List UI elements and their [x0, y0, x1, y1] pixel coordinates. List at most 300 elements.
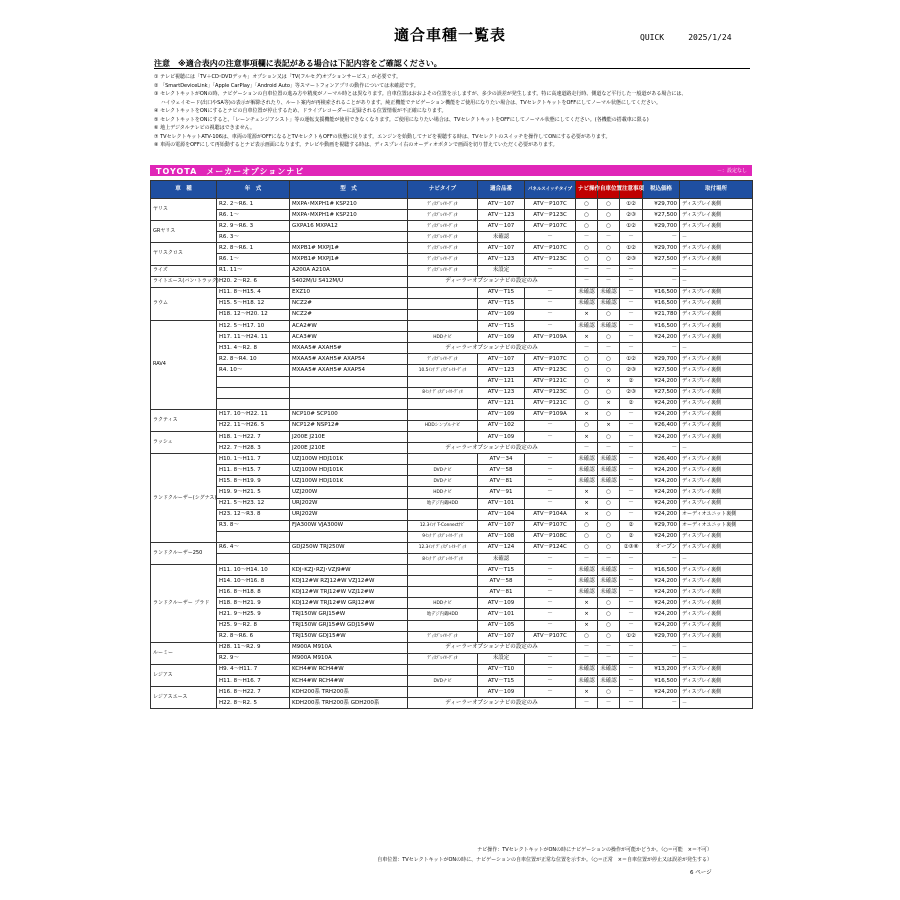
column-header: 自車位置 — [598, 181, 620, 199]
caution-cell: ② — [620, 531, 643, 542]
model-cell: S402M/U S412M/U — [290, 276, 408, 287]
caution-cell: ①② — [620, 354, 643, 365]
navi-type-cell — [408, 509, 478, 520]
model-cell: KDH200系 TRH200系 — [290, 687, 408, 698]
panel-switch-cell: － — [525, 664, 576, 675]
model-cell: ACA3#W — [290, 332, 408, 343]
year-cell: H18. 8～H21. 9 — [217, 598, 290, 609]
year-cell: H16. 8～H18. 8 — [217, 587, 290, 598]
table-row — [151, 487, 753, 498]
vehicle-position-cell: ○ — [598, 409, 620, 420]
navi-operation-cell: 未確認 — [576, 454, 598, 465]
caution-cell: － — [620, 465, 643, 476]
panel-switch-cell: － — [525, 265, 576, 276]
navi-operation-cell: 未確認 — [576, 676, 598, 687]
price-cell: ¥24,200 — [643, 687, 680, 698]
table-row — [151, 287, 753, 298]
model-cell: GDJ250W TRJ250W — [290, 542, 408, 553]
vehicle-position-cell: ○ — [598, 243, 620, 254]
year-cell: H11. 8～H15. 7 — [217, 465, 290, 476]
navi-type-cell: 10.5ｲﾝﾁ ﾃﾞｨｽﾌﾟﾚｲｵｰﾃﾞｨｵ — [408, 365, 478, 376]
merged-note-cell: ディーラーオプションナビの設定のみ — [408, 698, 576, 709]
table-row — [151, 653, 753, 664]
model-cell: KDJ12#W TRJ12#W GRJ12#W — [290, 598, 408, 609]
table-row — [151, 631, 753, 642]
car-name-cell: ライトエース(バン･トラック) — [151, 276, 217, 287]
price-cell: ¥29,700 — [643, 243, 680, 254]
navi-type-cell: 8ｲﾝﾁ ﾃﾞｨｽﾌﾟﾚｲｵｰﾃﾞｨｵ — [408, 387, 478, 398]
year-cell: H15. 8～H19. 9 — [217, 476, 290, 487]
part-number-cell: ATV－124 — [478, 542, 525, 553]
navi-type-cell: ﾃﾞｨｽﾌﾟﾚｲｵｰﾃﾞｨｵ — [408, 265, 478, 276]
panel-switch-cell: － — [525, 609, 576, 620]
navi-operation-cell: × — [576, 487, 598, 498]
vehicle-position-cell: － — [598, 554, 620, 565]
panel-switch-cell: ATV－P107C — [525, 221, 576, 232]
navi-operation-cell: × — [576, 598, 598, 609]
panel-switch-cell: － — [525, 298, 576, 309]
vehicle-position-cell: 未確認 — [598, 587, 620, 598]
navi-type-cell — [408, 565, 478, 576]
vehicle-position-cell: 未確認 — [598, 576, 620, 587]
car-name-cell: ラクティス — [151, 409, 217, 431]
model-cell: URJ202W — [290, 509, 408, 520]
table-row — [151, 676, 753, 687]
install-location-cell: ディスプレイ裏側 — [680, 676, 753, 687]
navi-operation-cell: 未確認 — [576, 576, 598, 587]
vehicle-position-cell: 未確認 — [598, 676, 620, 687]
install-location-cell: ディスプレイ裏側 — [680, 221, 753, 232]
caution-cell: ②③ — [620, 210, 643, 221]
table-row — [151, 398, 753, 409]
table-row — [151, 243, 753, 254]
caution-cell: ② — [620, 398, 643, 409]
install-location-cell: ディスプレイ裏側 — [680, 687, 753, 698]
price-cell: ¥24,200 — [643, 476, 680, 487]
panel-switch-cell: ATV－P121C — [525, 376, 576, 387]
part-number-cell: ATV－107 — [478, 520, 525, 531]
part-number-cell: ATV－109 — [478, 687, 525, 698]
part-number-cell: ATV－109 — [478, 309, 525, 320]
panel-switch-cell: ATV－P123C — [525, 254, 576, 265]
car-name-cell: RAV4 — [151, 321, 217, 410]
navi-operation-cell: ○ — [576, 420, 598, 431]
caution-cell: － — [620, 409, 643, 420]
table-row — [151, 642, 753, 653]
vehicle-position-cell: 未確認 — [598, 298, 620, 309]
merged-note-cell: ディーラーオプションナビの設定のみ — [408, 276, 576, 287]
install-location-cell: － — [680, 232, 753, 243]
table-row — [151, 387, 753, 398]
price-cell: オープン — [643, 542, 680, 553]
panel-switch-cell: ATV－P108C — [525, 531, 576, 542]
navi-type-cell — [408, 298, 478, 309]
part-number-cell: ATV－81 — [478, 476, 525, 487]
model-cell: KDJ12#W TRJ12#W VZJ12#W — [290, 587, 408, 598]
install-location-cell: ディスプレイ裏側 — [680, 531, 753, 542]
navi-operation-cell: － — [576, 343, 598, 354]
year-cell: H19. 9～H21. 5 — [217, 487, 290, 498]
install-location-cell: － — [680, 653, 753, 664]
install-location-cell: ディスプレイ裏側 — [680, 309, 753, 320]
navi-type-cell: 12.3ｲﾝﾁ ﾃﾞｨｽﾌﾟﾚｲｵｰﾃﾞｨｵ — [408, 542, 478, 553]
year-cell — [217, 554, 290, 565]
price-cell: － — [643, 343, 680, 354]
price-cell: ¥24,200 — [643, 598, 680, 609]
table-row — [151, 409, 753, 420]
install-location-cell: ディスプレイ裏側 — [680, 542, 753, 553]
price-cell: ¥24,200 — [643, 376, 680, 387]
model-cell: MXPA･MXPH1# KSP210 — [290, 210, 408, 221]
table-row — [151, 343, 753, 354]
vehicle-position-cell: 未確認 — [598, 321, 620, 332]
price-cell: － — [643, 443, 680, 454]
column-header: 注意事項 — [620, 181, 643, 199]
navi-type-cell: DVDナビ — [408, 465, 478, 476]
year-cell: H23. 12～R3. 8 — [217, 509, 290, 520]
caution-cell: － — [620, 298, 643, 309]
model-cell: J200E J210E — [290, 443, 408, 454]
navi-operation-cell: × — [576, 309, 598, 320]
panel-switch-cell: ATV－P107C — [525, 199, 576, 210]
price-cell: ¥24,200 — [643, 620, 680, 631]
section-title: TOYOTA メーカーオプションナビ — [156, 167, 305, 176]
navi-type-cell: 地デジ内蔵HDD — [408, 498, 478, 509]
vehicle-position-cell: － — [598, 265, 620, 276]
vehicle-position-cell: 未確認 — [598, 465, 620, 476]
price-cell: ¥13,200 — [643, 664, 680, 675]
panel-switch-cell: ATV－P107C — [525, 243, 576, 254]
price-cell: ¥16,500 — [643, 321, 680, 332]
table-row — [151, 332, 753, 343]
panel-switch-cell: － — [525, 287, 576, 298]
year-cell: H18. 12～H20. 12 — [217, 309, 290, 320]
year-cell — [217, 398, 290, 409]
year-cell: H28. 11～R2. 9 — [217, 642, 290, 653]
year-cell: R2. 8～R4. 10 — [217, 354, 290, 365]
date-label: 2025/1/24 — [688, 33, 732, 42]
notice-item: ① テレビ視聴には「TV＋CD･DVDデッキ」オプション又は「TV(フルセグ)オプションサービス」が必要です。 — [154, 74, 402, 80]
price-cell: － — [643, 554, 680, 565]
table-row — [151, 454, 753, 465]
vehicle-position-cell: ○ — [598, 598, 620, 609]
model-cell — [290, 232, 408, 243]
part-number-cell: ATV－81 — [478, 587, 525, 598]
price-cell: ¥29,700 — [643, 520, 680, 531]
column-header: 適合品番 — [478, 181, 525, 199]
model-cell: URJ202W — [290, 498, 408, 509]
navi-operation-cell: 未確認 — [576, 287, 598, 298]
year-cell: H10. 1～H11. 7 — [217, 454, 290, 465]
model-cell: FJA300W VJA300W — [290, 520, 408, 531]
car-name-cell: GRヤリス — [151, 221, 217, 243]
notice-item: ⑦ TVセレクトキットATV-106は、車両の電源がOFFになるとTVセレクトもOFFの状態に戻ります。エンジンを始動してナビを視聴する時は、TVセレクトのスイッチを操作してONにする必要があります。 — [154, 133, 611, 140]
install-location-cell: － — [680, 343, 753, 354]
vehicle-position-cell: － — [598, 276, 620, 287]
year-cell: R2. 8～R6. 1 — [217, 243, 290, 254]
panel-switch-cell: ATV－P123C — [525, 365, 576, 376]
caution-cell: ①② — [620, 199, 643, 210]
model-cell: NCZ2# — [290, 309, 408, 320]
navi-operation-cell: × — [576, 509, 598, 520]
table-row — [151, 598, 753, 609]
part-number-cell: ATV－107 — [478, 354, 525, 365]
table-row — [151, 420, 753, 431]
part-number-cell: ATV－107 — [478, 221, 525, 232]
caution-cell: － — [620, 487, 643, 498]
table-row — [151, 509, 753, 520]
install-location-cell: ディスプレイ裏側 — [680, 376, 753, 387]
part-number-cell: ATV－104 — [478, 509, 525, 520]
notice-item: ④ セレクトキットをONにするとナビの自車位置が停止するため、ドライブレコーダーに記録される位置情報が不正確になります。 — [154, 108, 447, 114]
model-cell: KCH4#W RCH4#W — [290, 676, 408, 687]
vehicle-position-cell: ○ — [598, 332, 620, 343]
column-header: 年 式 — [217, 181, 290, 199]
vehicle-position-cell: ○ — [598, 254, 620, 265]
caution-cell: － — [620, 476, 643, 487]
install-location-cell: ディスプレイ裏側 — [680, 254, 753, 265]
navi-operation-cell: － — [576, 443, 598, 454]
column-header: ナビ操作 — [576, 181, 598, 199]
column-header: 車 種 — [151, 181, 217, 199]
notice-item: ⑥ 地上デジタルテレビの視聴はできません。 — [154, 125, 255, 131]
year-cell: R2. 9～R6. 3 — [217, 221, 290, 232]
car-name-cell: レジアスエース — [151, 687, 217, 709]
vehicle-position-cell: ○ — [598, 387, 620, 398]
year-cell: R2. 8～R6. 6 — [217, 631, 290, 642]
install-location-cell: ディスプレイ裏側 — [680, 287, 753, 298]
install-location-cell: ディスプレイ裏側 — [680, 387, 753, 398]
model-cell: UZJ100W HDJ101K — [290, 476, 408, 487]
caution-cell: ②③ — [620, 365, 643, 376]
panel-switch-cell: － — [525, 465, 576, 476]
model-cell: KDJ12#W RZJ12#W VZJ12#W — [290, 576, 408, 587]
notice-divider — [154, 68, 750, 69]
table-row — [151, 565, 753, 576]
part-number-cell: ATV－105 — [478, 620, 525, 631]
vehicle-position-cell: ○ — [598, 309, 620, 320]
merged-note-cell: ディーラーオプションナビの設定のみ — [408, 443, 576, 454]
part-number-cell: 未確認 — [478, 554, 525, 565]
caution-cell: ②③ — [620, 387, 643, 398]
price-cell: ¥24,200 — [643, 509, 680, 520]
part-number-cell: ATV－123 — [478, 387, 525, 398]
caution-cell: － — [620, 309, 643, 320]
caution-cell: － — [620, 620, 643, 631]
navi-type-cell: DVDナビ — [408, 476, 478, 487]
year-cell: H11. 8～H15. 4 — [217, 287, 290, 298]
panel-switch-cell: － — [525, 554, 576, 565]
navi-operation-cell: ○ — [576, 631, 598, 642]
panel-switch-cell: － — [525, 498, 576, 509]
model-cell: KDH200系 TRH200系 GDH200系 — [290, 698, 408, 709]
panel-switch-cell: － — [525, 232, 576, 243]
navi-operation-cell: × — [576, 687, 598, 698]
price-cell: － — [643, 642, 680, 653]
navi-operation-cell: ○ — [576, 221, 598, 232]
navi-type-cell: ﾃﾞｨｽﾌﾟﾚｲｵｰﾃﾞｨｵ — [408, 354, 478, 365]
year-cell: H15. 5～H18. 12 — [217, 298, 290, 309]
price-cell: ¥24,200 — [643, 431, 680, 442]
table-row — [151, 309, 753, 320]
panel-switch-cell: ATV－P107C — [525, 354, 576, 365]
install-location-cell: ディスプレイ裏側 — [680, 576, 753, 587]
price-cell: － — [643, 265, 680, 276]
price-cell: ¥24,200 — [643, 465, 680, 476]
panel-switch-cell: － — [525, 420, 576, 431]
footnote-vehicle-position: 自車位置：TVセレクトキットがONの時に、ナビゲーションの自車位置が正常な位置を示すか。（○＝正常 ×＝自車位置が停止又は誤差が発生する） — [377, 857, 712, 863]
price-cell: ¥27,500 — [643, 387, 680, 398]
year-cell: H17. 11～H24. 11 — [217, 332, 290, 343]
panel-switch-cell: － — [525, 309, 576, 320]
panel-switch-cell: ATV－P121C — [525, 398, 576, 409]
model-cell — [290, 376, 408, 387]
navi-operation-cell: 未確認 — [576, 465, 598, 476]
table-row — [151, 698, 753, 709]
price-cell: ¥24,200 — [643, 498, 680, 509]
panel-switch-cell: ATV－P124C — [525, 542, 576, 553]
caution-cell: － — [620, 698, 643, 709]
part-number-cell: ATV－123 — [478, 254, 525, 265]
table-row — [151, 687, 753, 698]
model-cell: TRJ150W GDJ15#W — [290, 631, 408, 642]
table-row — [151, 443, 753, 454]
part-number-cell: ATV－101 — [478, 609, 525, 620]
price-cell: ¥27,500 — [643, 254, 680, 265]
install-location-cell: ディスプレイ裏側 — [680, 565, 753, 576]
part-number-cell: 未設定 — [478, 265, 525, 276]
year-cell: R2. 9～ — [217, 653, 290, 664]
year-cell — [217, 387, 290, 398]
part-number-cell: ATV－123 — [478, 210, 525, 221]
part-number-cell: ATV－109 — [478, 332, 525, 343]
model-cell: NCZ2# — [290, 298, 408, 309]
part-number-cell: ATV－T15 — [478, 287, 525, 298]
navi-operation-cell: ○ — [576, 376, 598, 387]
vehicle-position-cell: ○ — [598, 620, 620, 631]
model-cell: MXPB1# MXPJ1# — [290, 254, 408, 265]
install-location-cell: ディスプレイ裏側 — [680, 609, 753, 620]
vehicle-position-cell: 未確認 — [598, 287, 620, 298]
price-cell: ¥16,500 — [643, 298, 680, 309]
price-cell: ¥24,200 — [643, 609, 680, 620]
part-number-cell: ATV－91 — [478, 487, 525, 498]
vehicle-position-cell: ○ — [598, 520, 620, 531]
part-number-cell: 未設定 — [478, 653, 525, 664]
car-name-cell: ライズ — [151, 265, 217, 276]
install-location-cell: － — [680, 554, 753, 565]
navi-type-cell — [408, 398, 478, 409]
navi-operation-cell: × — [576, 498, 598, 509]
caution-cell: － — [620, 420, 643, 431]
vehicle-position-cell: × — [598, 420, 620, 431]
vehicle-position-cell: － — [598, 642, 620, 653]
table-row — [151, 476, 753, 487]
price-cell: － — [643, 276, 680, 287]
vehicle-position-cell: ○ — [598, 631, 620, 642]
price-cell: ¥24,200 — [643, 332, 680, 343]
table-row — [151, 554, 753, 565]
caution-cell: － — [620, 276, 643, 287]
navi-operation-cell: ○ — [576, 398, 598, 409]
vehicle-position-cell: ○ — [598, 487, 620, 498]
caution-cell: ② — [620, 520, 643, 531]
model-cell: M900A M910A — [290, 642, 408, 653]
model-cell: UZJ200W — [290, 487, 408, 498]
navi-type-cell: HDDナビ — [408, 598, 478, 609]
part-number-cell: ATV－T15 — [478, 298, 525, 309]
navi-type-cell — [408, 409, 478, 420]
navi-operation-cell: ○ — [576, 520, 598, 531]
year-cell: R1. 11～ — [217, 265, 290, 276]
panel-switch-cell: － — [525, 620, 576, 631]
table-row — [151, 232, 753, 243]
part-number-cell: ATV－109 — [478, 431, 525, 442]
price-cell: ¥29,700 — [643, 221, 680, 232]
table-row — [151, 365, 753, 376]
part-number-cell: ATV－121 — [478, 398, 525, 409]
price-cell: － — [643, 232, 680, 243]
vehicle-position-cell: ○ — [598, 498, 620, 509]
navi-operation-cell: 未確認 — [576, 664, 598, 675]
model-cell: A200A A210A — [290, 265, 408, 276]
panel-switch-cell: ATV－P109A — [525, 332, 576, 343]
navi-type-cell: HDDシンプルナビ — [408, 420, 478, 431]
caution-cell: － — [620, 498, 643, 509]
price-cell: ¥27,500 — [643, 365, 680, 376]
install-location-cell: － — [680, 443, 753, 454]
navi-operation-cell: ○ — [576, 354, 598, 365]
install-location-cell: ディスプレイ裏側 — [680, 487, 753, 498]
table-row — [151, 587, 753, 598]
install-location-cell: ディスプレイ裏側 — [680, 243, 753, 254]
vehicle-position-cell: ○ — [598, 221, 620, 232]
install-location-cell: ディスプレイ裏側 — [680, 587, 753, 598]
caution-cell: － — [620, 664, 643, 675]
navi-type-cell — [408, 376, 478, 387]
navi-type-cell: 9ｲﾝﾁ ﾃﾞｨｽﾌﾟﾚｲｵｰﾃﾞｨｵ — [408, 531, 478, 542]
caution-cell: － — [620, 565, 643, 576]
price-cell: ¥24,200 — [643, 398, 680, 409]
navi-type-cell: ﾃﾞｨｽﾌﾟﾚｲｵｰﾃﾞｨｵ — [408, 653, 478, 664]
navi-type-cell: ﾃﾞｨｽﾌﾟﾚｲｵｰﾃﾞｨｵ — [408, 254, 478, 265]
navi-type-cell — [408, 687, 478, 698]
navi-type-cell: 12.3ｲﾝﾁ T-Connectﾅﾋﾞ — [408, 520, 478, 531]
price-cell: ¥24,200 — [643, 576, 680, 587]
year-cell: H11. 8～H16. 7 — [217, 676, 290, 687]
part-number-cell: ATV－109 — [478, 409, 525, 420]
navi-operation-cell: ○ — [576, 210, 598, 221]
panel-switch-cell: － — [525, 576, 576, 587]
table-row — [151, 321, 753, 332]
install-location-cell: ディスプレイ裏側 — [680, 620, 753, 631]
navi-type-cell — [408, 454, 478, 465]
price-cell: ¥27,500 — [643, 210, 680, 221]
caution-cell: ②③⑧ — [620, 542, 643, 553]
install-location-cell: － — [680, 698, 753, 709]
vehicle-position-cell: ○ — [598, 531, 620, 542]
navi-type-cell: ﾃﾞｨｽﾌﾟﾚｲｵｰﾃﾞｨｵ — [408, 243, 478, 254]
model-cell — [290, 531, 408, 542]
navi-operation-cell: ○ — [576, 243, 598, 254]
model-cell: MXAA5# AXAH5# AXAP54 — [290, 365, 408, 376]
navi-type-cell: HDDナビ — [408, 487, 478, 498]
notice-item: ③ セレクトキットがONの時、ナビゲーションの自車位置の進み方や精度がノーマル時とは異なります。自車位置はおおよその位置を示しますが、多少の誤差が発生します。特に高速道路走行時、側道など平行した一般道がある場合には、 — [154, 91, 687, 97]
model-cell — [290, 387, 408, 398]
caution-cell: － — [620, 265, 643, 276]
panel-switch-cell: － — [525, 676, 576, 687]
price-cell: － — [643, 653, 680, 664]
